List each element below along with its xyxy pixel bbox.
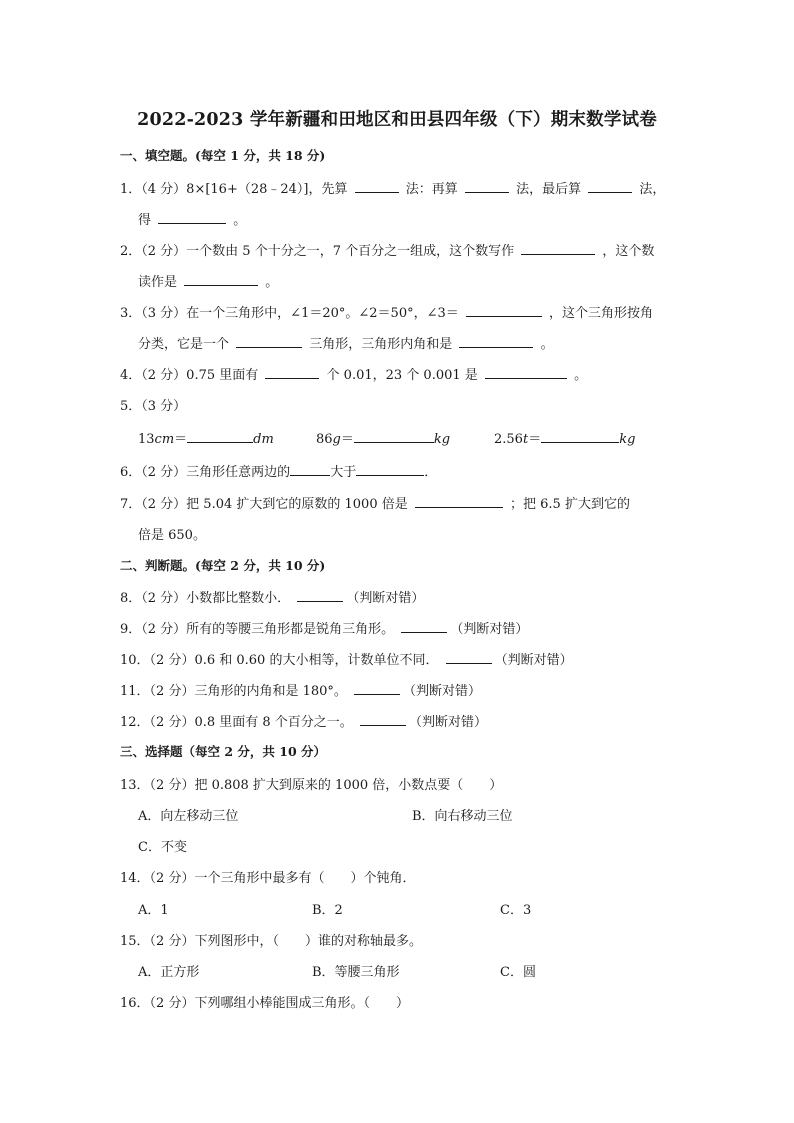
question-14-option-c[interactable]: C．3 <box>500 903 532 918</box>
question-6-line <box>120 461 437 480</box>
answer-blank[interactable] <box>297 588 343 602</box>
question-16-stem: 16．（2 分）下列哪组小棒能围成三角形。（ ） <box>120 996 409 1011</box>
judge-hint: （判断对错） <box>403 684 482 699</box>
question-4-text: 。 <box>574 368 588 383</box>
question-4-text: 个 0.01，23 个 0.001 是 <box>326 368 478 383</box>
question-4-text: 4．（2 分）0.75 里面有 <box>120 368 259 383</box>
answer-blank[interactable] <box>355 179 399 193</box>
question-14-option-a[interactable]: A．1 <box>138 903 169 918</box>
question-13-stem: 13．（2 分）把 0.808 扩大到原来的 1000 倍，小数点要（ ） <box>120 778 503 793</box>
unit: cm <box>154 432 175 447</box>
question-15-option-b[interactable]: B．等腰三角形 <box>312 965 400 980</box>
question-2-text: 。 <box>265 275 279 290</box>
number: 2.56 <box>494 432 523 447</box>
answer-blank[interactable] <box>356 462 424 476</box>
answer-blank[interactable] <box>465 179 509 193</box>
question-12-text: 12．（2 分）0.8 里面有 8 个百分之一。 <box>120 715 353 730</box>
question-1-text: 得 <box>138 213 152 228</box>
question-8-line <box>120 587 424 606</box>
section-heading-fill-in: 一、填空题。(每空 1 分，共 18 分) <box>120 148 326 163</box>
number: 13 <box>138 432 155 447</box>
question-11-text: 11．（2 分）三角形的内角和是 180°。 <box>120 684 347 699</box>
question-15-option-c[interactable]: C．圆 <box>500 965 536 980</box>
answer-blank[interactable] <box>158 210 226 224</box>
answer-blank[interactable] <box>541 429 619 443</box>
question-1-text: 法， <box>639 182 666 197</box>
question-10-line <box>120 649 573 668</box>
question-5-conversion-3 <box>494 428 635 447</box>
question-1-text: 法，最后算 <box>516 182 582 197</box>
question-10-text: 10．（2 分）0.6 和 0.60 的大小相等，计数单位不同． <box>120 653 439 668</box>
question-6-text: 6．（2 分）三角形任意两边的 <box>120 465 291 480</box>
section-heading-multiple-choice: 三、选择题（每空 2 分，共 10 分） <box>120 744 327 759</box>
answer-blank[interactable] <box>265 365 319 379</box>
answer-blank[interactable] <box>485 365 567 379</box>
answer-blank[interactable] <box>354 429 434 443</box>
question-4-line <box>120 364 587 383</box>
unit: kg <box>433 432 451 447</box>
question-9-text: 9．（2 分）所有的等腰三角形都是锐角三角形。 <box>120 622 395 637</box>
question-5-conversion-2 <box>316 428 450 447</box>
question-3-text: ，这个三角形按角 <box>549 306 654 321</box>
equals: ＝ <box>174 432 188 447</box>
answer-blank[interactable] <box>354 681 400 695</box>
judge-hint: （判断对错） <box>494 653 573 668</box>
question-6-text: ． <box>424 465 438 480</box>
answer-blank[interactable] <box>415 494 503 508</box>
question-2-text: 2．（2 分）一个数由 5 个十分之一，7 个百分之一组成，这个数写作 <box>120 244 515 259</box>
question-2-line-1 <box>120 240 654 259</box>
question-7-text: 7．（2 分）把 5.04 扩大到它的原数的 1000 倍是 <box>120 497 408 512</box>
question-1-text: 1．（4 分）8×[16+（28﹣24）]，先算 <box>120 182 348 197</box>
answer-blank[interactable] <box>521 241 595 255</box>
question-7-line-1 <box>120 493 630 512</box>
unit: t <box>522 432 529 447</box>
question-1-text: 。 <box>233 213 247 228</box>
question-3-line-2 <box>138 333 554 352</box>
judge-hint: （判断对错） <box>346 591 425 606</box>
question-7-text: ；把 6.5 扩大到它的 <box>510 497 630 512</box>
question-8-text: 8．（2 分）小数都比整数小． <box>120 591 291 606</box>
answer-blank[interactable] <box>466 303 542 317</box>
answer-blank[interactable] <box>290 462 330 476</box>
question-11-line <box>120 680 481 699</box>
question-1-line-2 <box>138 209 246 228</box>
question-14-option-b[interactable]: B．2 <box>312 903 343 918</box>
question-13-option-c[interactable]: C．不变 <box>138 840 187 855</box>
answer-blank[interactable] <box>459 334 533 348</box>
question-3-text: 分类，它是一个 <box>138 337 230 352</box>
question-1-text: 法：再算 <box>405 182 458 197</box>
answer-blank[interactable] <box>446 650 492 664</box>
answer-blank[interactable] <box>236 334 302 348</box>
question-6-text: 大于 <box>330 465 357 480</box>
question-14-stem: 14．（2 分）一个三角形中最多有（ ）个钝角． <box>120 871 416 886</box>
question-3-text: 。 <box>540 337 554 352</box>
question-12-line <box>120 711 487 730</box>
answer-blank[interactable] <box>184 272 258 286</box>
question-5-line-1: 5．（3 分） <box>120 399 187 414</box>
question-15-option-a[interactable]: A．正方形 <box>138 965 200 980</box>
question-3-text: 三角形，三角形内角和是 <box>309 337 453 352</box>
answer-blank[interactable] <box>187 429 253 443</box>
unit: g <box>332 432 341 447</box>
unit: kg <box>619 432 636 447</box>
answer-blank[interactable] <box>360 712 406 726</box>
question-15-stem: 15．（2 分）下列图形中，（ ）谁的对称轴最多。 <box>120 934 422 949</box>
question-13-option-a[interactable]: A．向左移动三位 <box>138 809 239 824</box>
answer-blank[interactable] <box>588 179 632 193</box>
equals: ＝ <box>340 432 354 447</box>
judge-hint: （判断对错） <box>408 715 487 730</box>
question-9-line <box>120 618 528 637</box>
unit: dm <box>253 432 274 447</box>
answer-blank[interactable] <box>401 619 447 633</box>
question-3-text: 3．（3 分）在一个三角形中，∠1＝20°。∠2＝50°，∠3＝ <box>120 306 459 321</box>
number: 86 <box>316 432 333 447</box>
question-1-line-1 <box>120 178 665 197</box>
question-5-conversion-1 <box>138 428 274 447</box>
page-title: 2022-2023 学年新疆和田地区和田县四年级（下）期末数学试卷 <box>137 110 657 130</box>
question-7-line-2: 倍是 650。 <box>138 528 206 543</box>
equals: ＝ <box>528 432 542 447</box>
section-heading-true-false: 二、判断题。(每空 2 分，共 10 分) <box>120 558 326 573</box>
question-2-text: 读作是 <box>138 275 178 290</box>
question-2-text: ，这个数 <box>602 244 655 259</box>
question-3-line-1 <box>120 302 653 321</box>
question-2-line-2 <box>138 271 278 290</box>
question-13-option-b[interactable]: B．向右移动三位 <box>412 809 513 824</box>
judge-hint: （判断对错） <box>450 622 529 637</box>
